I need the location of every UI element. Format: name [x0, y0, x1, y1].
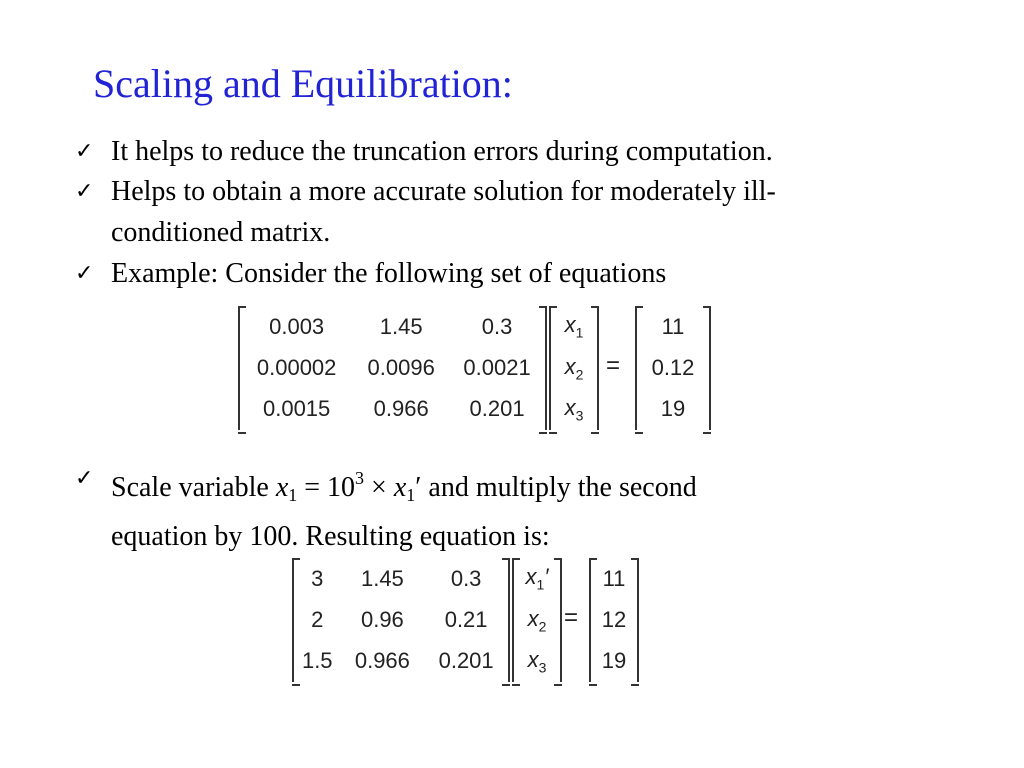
- vector-cell: 11: [602, 565, 626, 591]
- math-fragment: ×: [364, 472, 394, 503]
- math-var: x: [275, 472, 289, 503]
- bullet-text: It helps to reduce the truncation errors during computation.: [111, 136, 773, 167]
- vector-cell: $x_1$: [564, 312, 584, 341]
- variable-vector: [549, 306, 599, 430]
- bullet-text: Example: Consider the following set of equations: [111, 258, 667, 289]
- vector-cell: $x_3$: [564, 395, 584, 424]
- matrix-cell: 0.3: [481, 313, 513, 339]
- slide-title: Scaling and Equilibration:: [93, 61, 513, 106]
- vector-cell: 19: [601, 648, 627, 674]
- coefficient-matrix: [238, 306, 547, 430]
- matrix-cell: 0.96: [360, 606, 404, 632]
- math-prime: ′: [415, 472, 422, 503]
- check-icon: ✓: [75, 466, 94, 491]
- vector-cell: $x_1'$: [525, 564, 549, 593]
- bullet-fragment: Scale variable: [111, 472, 276, 503]
- equals-sign: =: [606, 352, 621, 379]
- check-icon: ✓: [75, 261, 94, 286]
- bullet-line: Helps to obtain a more accurate solution for moderately ill-: [111, 176, 776, 207]
- equals-sign: =: [564, 604, 579, 631]
- matrix-cell: 0.3: [450, 565, 482, 591]
- vector-cell: 11: [661, 313, 685, 339]
- check-icon: ✓: [75, 139, 94, 164]
- math-exponent: 3: [355, 468, 365, 488]
- bullet-fragment: and multiply the second: [421, 472, 697, 503]
- matrix-cell: 2: [311, 606, 324, 632]
- vector-cell: 12: [601, 606, 627, 632]
- matrix-cell: 0.0015: [262, 396, 331, 422]
- variable-vector: [512, 558, 562, 682]
- matrix-cell: 0.966: [373, 396, 429, 422]
- bullet-line: conditioned matrix.: [111, 217, 331, 248]
- matrix-equation-original: [238, 306, 713, 430]
- vector-cell: 19: [660, 396, 686, 422]
- bullet-text: [111, 458, 697, 557]
- matrix-cell: 0.966: [354, 648, 410, 674]
- vector-cell: $x_2$: [527, 605, 547, 635]
- matrix-cell: 0.0021: [463, 354, 531, 380]
- coefficient-matrix: [292, 558, 510, 682]
- math-fragment: = 10: [297, 472, 356, 503]
- vector-cell: $x_2$: [564, 353, 584, 383]
- matrix-cell: 3: [311, 565, 324, 591]
- matrix-cell: 0.00002: [256, 354, 337, 380]
- check-icon: ✓: [75, 179, 94, 204]
- math-var: x: [393, 472, 407, 503]
- matrix-equation-scaled: [292, 558, 640, 682]
- matrix-cell: 1.5: [301, 648, 333, 674]
- matrix-cell: 0.201: [469, 396, 525, 422]
- matrix-cell: 0.201: [438, 648, 494, 674]
- matrix-cell: 0.0096: [367, 354, 435, 380]
- matrix-cell: 0.003: [269, 313, 325, 339]
- matrix-cell: 0.21: [444, 606, 488, 632]
- rhs-vector: [635, 306, 711, 430]
- vector-cell: 0.12: [651, 354, 695, 380]
- math-subscript: 1: [406, 485, 416, 505]
- bullet-line: equation by 100. Resulting equation is:: [111, 521, 550, 552]
- matrix-cell: 1.45: [360, 565, 404, 591]
- rhs-vector: [589, 558, 639, 682]
- vector-cell: $x_3$: [527, 647, 547, 676]
- bullet-text: [111, 171, 776, 253]
- matrix-cell: 1.45: [379, 313, 423, 339]
- math-subscript: 1: [288, 485, 298, 505]
